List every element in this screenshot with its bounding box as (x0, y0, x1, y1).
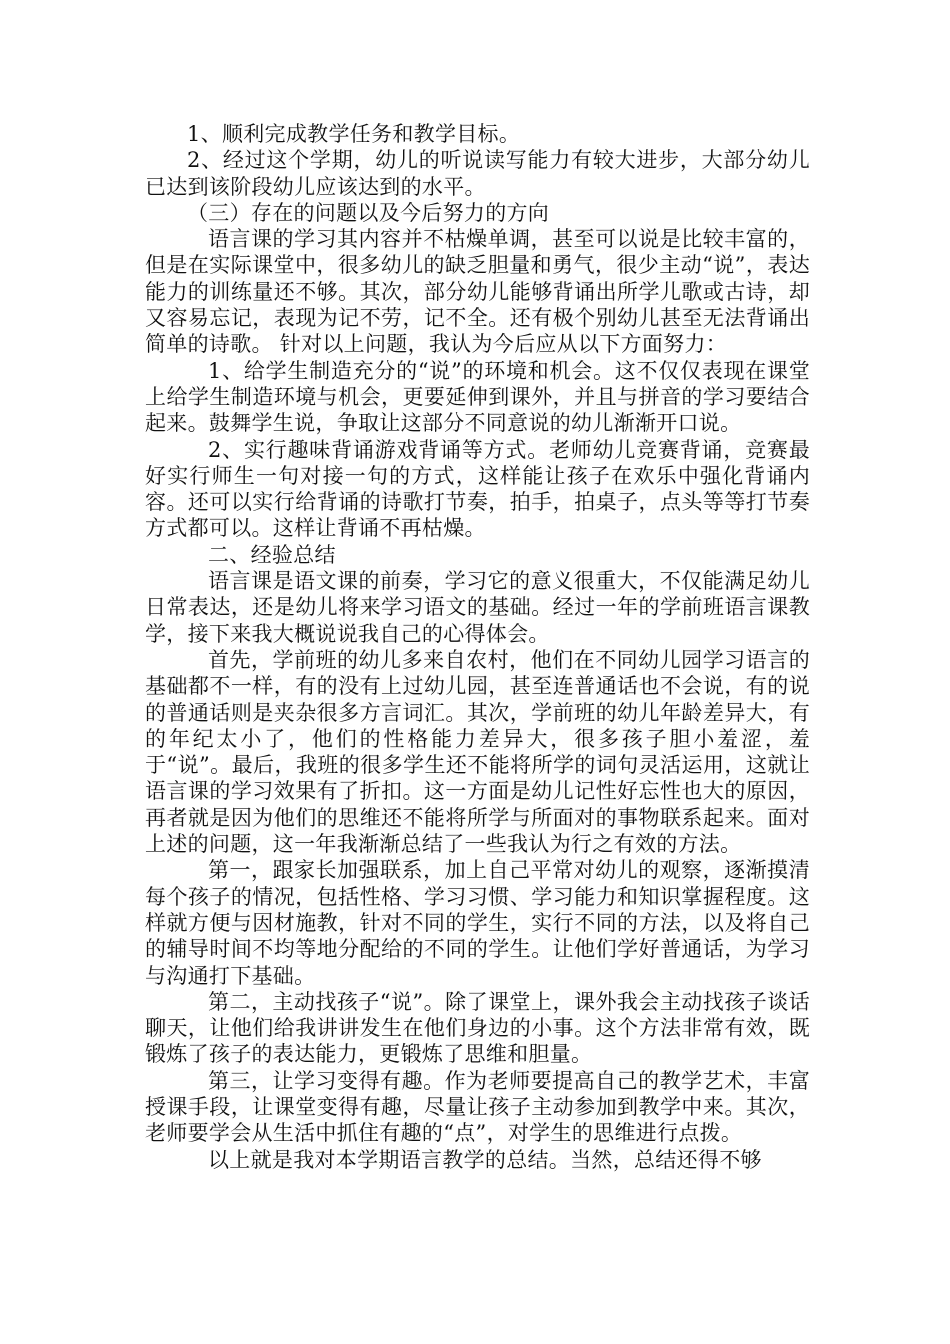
paragraph-improvement-1: 1、给学生制造充分的“说”的环境和机会。这不仅仅表现在课堂上给学生制造环境与机会，更要延伸到课外，并且与拼音的学习要结合起来。鼓舞学生说，争取让这部分不同意说的幼儿渐渐开口说。 (145, 358, 810, 436)
paragraph-goal-complete: 1、顺利完成教学任务和教学目标。 (187, 122, 521, 146)
paragraph-conclusion: 以上就是我对本学期语言教学的总结。当然，总结还得不够 (208, 1147, 762, 1172)
section-heading-experience: 二、经验总结 (208, 542, 336, 567)
paragraph-ability-progress: 2、经过这个学期，幼儿的听说读写能力有较大进步，大部分幼儿已达到该阶段幼儿应该达到的水平。 (145, 148, 810, 199)
paragraph-method-1: 第一，跟家长加强联系，加上自己平常对幼儿的观察，逐渐摸清每个孩子的情况，包括性格、学习习惯、学习能力和知识掌握程度。这样就方便与因材施教，针对不同的学生，实行不同的方法，以及将自己的辅导时间不均等地分配给的不同的学生。让他们学好普通话，为学习与沟通打下基础。 (145, 858, 810, 988)
paragraph-method-3: 第三，让学习变得有趣。作为老师要提高自己的教学艺术，丰富授课手段，让课堂变得有趣，尽量让孩子主动参加到教学中来。其次，老师要学会从生活中抓住有趣的“点”，对学生的思维进行点拨。 (145, 1068, 810, 1146)
paragraph-experience-intro: 语言课是语文课的前奏，学习它的意义很重大，不仅能满足幼儿日常表达，还是幼儿将来学习语文的基础。经过一年的学前班语言课教学，接下来我大概说说我自己的心得体会。 (145, 569, 810, 646)
paragraph-problems: 语言课的学习其内容并不枯燥单调，甚至可以说是比较丰富的，但是在实际课堂中，很多幼儿的缺乏胆量和勇气，很少主动“说”，表达能力的训练量还不够。其次，部分幼儿能够背诵出所学儿歌或古诗，却又容易忘记，表现为记不劳，记不全。还有极个别幼儿甚至无法背诵出简单的诗歌。 针对以上问题，我认为今后应从以下方面努力： (145, 227, 810, 357)
section-heading-problems: （三）存在的问题以及今后努力的方向 (187, 200, 550, 225)
document-body (145, 121, 810, 1173)
paragraph-experience-first: 首先，学前班的幼儿多来自农村，他们在不同幼儿园学习语言的基础都不一样，有的没有上过幼儿园，甚至连普通话也不会说，有的说的普通话则是夹杂很多方言词汇。其次，学前班的幼儿年龄差异大，有的年纪太小了，他们的性格能力差异大，很多孩子胆小羞涩，羞于“说”。最后，我班的很多学生还不能将所学的词句灵活运用，这就让语言课的学习效果有了折扣。这一方面是幼儿记性好忘性也大的原因，再者就是因为他们的思维还不能将所学与所面对的事物联系起来。面对上述的问题，这一年我渐渐总结了一些我认为行之有效的方法。 (145, 647, 810, 857)
paragraph-method-2: 第二，主动找孩子“说”。除了课堂上，课外我会主动找孩子谈话聊天，让他们给我讲讲发生在他们身边的小事。这个方法非常有效，既锻炼了孩子的表达能力，更锻炼了思维和胆量。 (145, 989, 810, 1067)
paragraph-improvement-2: 2、实行趣味背诵游戏背诵等方式。老师幼儿竞赛背诵，竞赛最好实行师生一句对接一句的方式，这样能让孩子在欢乐中强化背诵内容。还可以实行给背诵的诗歌打节奏，拍手，拍桌子，点头等等打节奏方式都可以。这样让背诵不再枯燥。 (145, 437, 810, 541)
